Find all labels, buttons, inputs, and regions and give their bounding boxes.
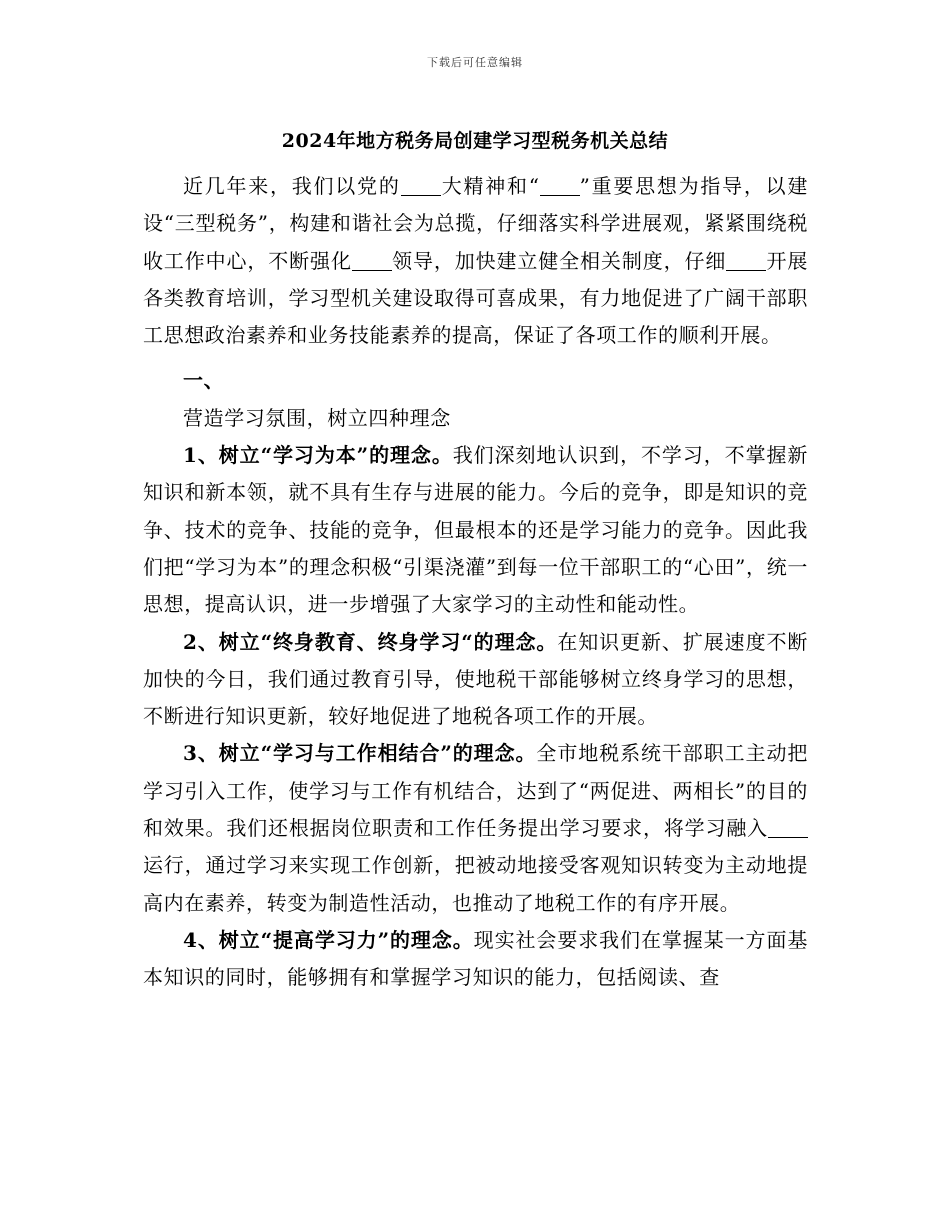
item-paragraph-4 [143,922,808,997]
item-paragraph-3 [143,735,808,921]
intro-text-2: 大精神和“ [440,174,540,198]
fill-blank [401,175,441,196]
section-number: 一、 [183,368,225,393]
fill-blank [726,250,766,271]
item-heading-2: 2、树立“终身教育、终身学习“的理念。 [183,629,558,654]
intro-text-4: 领导，加快建立健全相关制度，仔细 [391,248,727,273]
intro-text-5: 开展各类教育培训，学习型机关建设取得可喜成果，有力地促进了广阔干部职工思想政治素养和业务技能素养的提高，保证了各项工作的顺利开展。 [143,248,808,348]
intro-text-1: 近几年来，我们以党的 [183,174,401,198]
item-text-2: 在知识更新、扩展速度不断加快的今日，我们通过教育引导，使地税干部能够树立终身学习的思想，不断进行知识更新，较好地促进了地税各项工作的开展。 [143,629,808,729]
item-text-3a: 全市地税系统干部职工主动把学习引入工作，使学习与工作有机结合，达到了“两促进、两相长”的目的和效果。我们还根据岗位职责和工作任务提出学习要求，将学习融入 [143,741,808,841]
section-title: 营造学习氛围，树立四种理念 [183,405,451,430]
document-title: 2024年地方税务局创建学习型税务机关总结 [281,130,669,152]
item-text-4: 现实社会要求我们在掌握某一方面基本知识的同时，能够拥有和掌握学习知识的能力，包括阅读、查 [143,927,808,990]
header-note: 下载后可任意编辑 [427,56,523,69]
item-text-1: 我们深刻地认识到，不学习，不掌握新知识和新本领，就不具有生存与进展的能力。今后的竞争，即是知识的竞争、技术的竞争、技能的竞争，但最根本的还是学习能力的竞争。因此我们把“学习为本”的理念积极“引渠浇灌”到每一位干部职工的“心田”，统一思想，提高认识，进一步增强了大家学习的主动性和能动性。 [143,443,808,617]
fill-blank [352,250,392,271]
item-heading-1: 1、树立“学习为本”的理念。 [183,443,453,468]
intro-paragraph [143,168,808,354]
document-body [143,168,808,997]
item-paragraph-2 [143,624,808,736]
intro-text-3: ”重要思想为指导，以建设“三型税务”，构建和谐社会为总揽，仔细落实科学进展观，紧紧围绕税收工作中心，不断强化 [143,174,808,273]
fill-blank [768,817,808,838]
item-paragraph-1 [143,437,808,623]
fill-blank [540,175,580,196]
item-heading-4: 4、树立“提高学习力”的理念。 [183,927,474,952]
item-heading-3: 3、树立“学习与工作相结合”的理念。 [183,741,537,766]
item-text-3b: 运行，通过学习来实现工作创新，把被动地接受客观知识转变为主动地提高内在素养，转变为制造性活动，也推动了地税工作的有序开展。 [143,853,808,915]
